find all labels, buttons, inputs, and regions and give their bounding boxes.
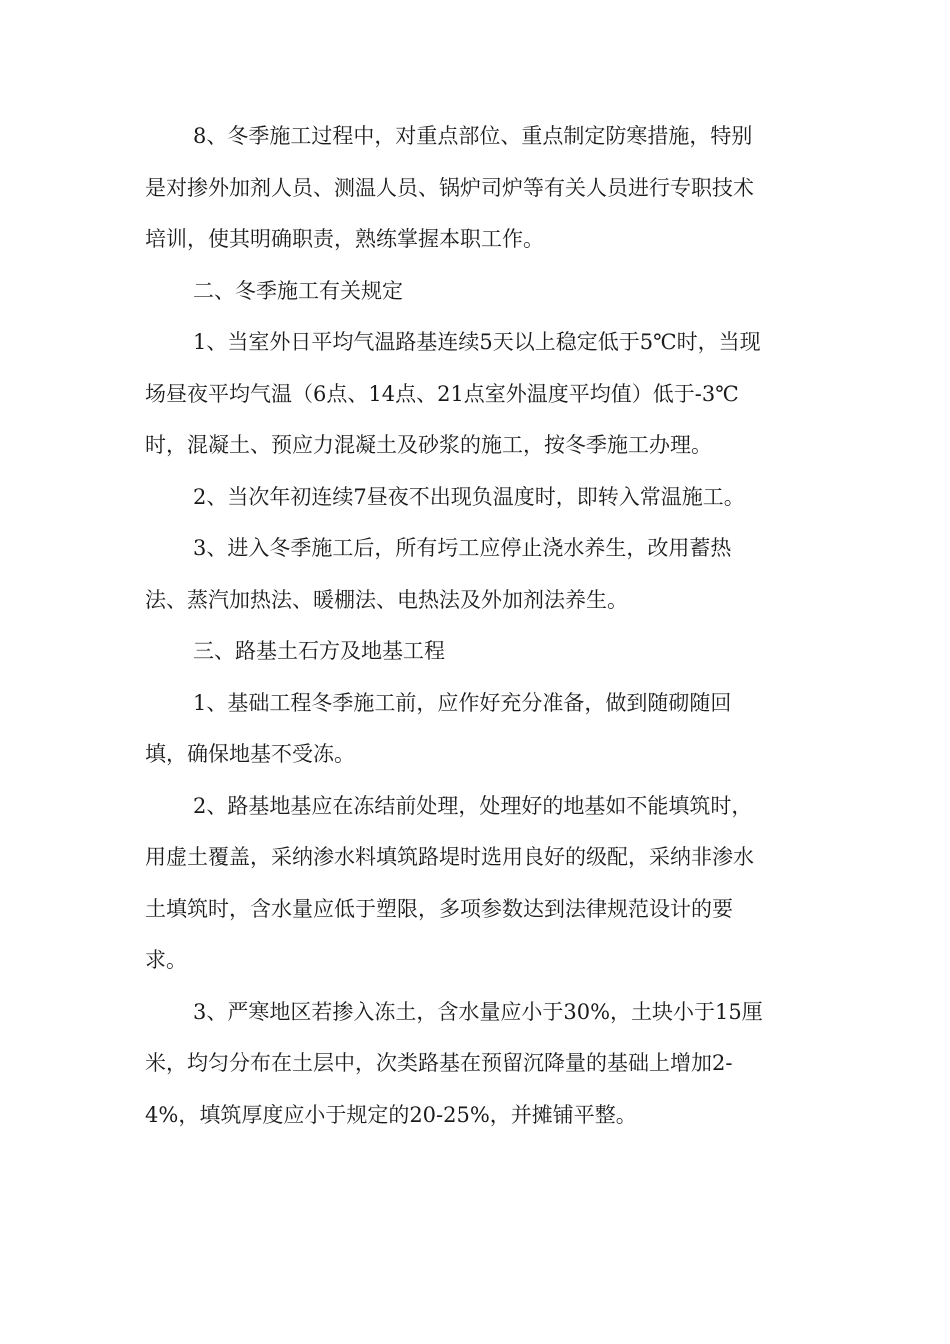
text-line: 培训，使其明确职责，熟练掌握本职工作。: [145, 227, 544, 251]
text-line: 是对掺外加剂人员、测温人员、锅炉司炉等有关人员进行专职技术: [145, 175, 754, 200]
text-line: 2、当次年初连续7昼夜不出现负温度时，即转入常温施工。: [193, 484, 745, 509]
heading-text: 三、路基土石方及地基工程: [193, 639, 445, 663]
text-line: 填，确保地基不受冻。: [145, 742, 355, 766]
paragraph-8-winter-measures: [145, 111, 810, 266]
text-line: 8、冬季施工过程中，对重点部位、重点制定防寒措施，特别: [193, 124, 753, 148]
text-line: 场昼夜平均气温（6点、14点、21点室外温度平均值）低于-3℃: [145, 381, 739, 406]
text-line: 米，均匀分布在土层中，次类路基在预留沉降量的基础上增加2-: [145, 1051, 733, 1075]
text-line: 3、严寒地区若掺入冻土，含水量应小于30%，土块小于15厘: [193, 999, 763, 1024]
text-line: 2、路基地基应在冻结前处理，处理好的地基如不能填筑时，: [193, 793, 753, 818]
text-line: 1、当室外日平均气温路基连续5天以上稳定低于5℃时，当现: [193, 330, 761, 354]
paragraph-foundation-1: [145, 678, 810, 781]
document-body: [145, 111, 810, 1141]
text-line: 4%，填筑厚度应小于规定的20-25%，并摊铺平整。: [145, 1102, 637, 1127]
paragraph-rule-2: [145, 472, 810, 524]
text-line: 用虚土覆盖，采纳渗水料填筑路堤时选用良好的级配，采纳非渗水: [145, 845, 754, 869]
paragraph-foundation-2: [145, 781, 810, 987]
text-line: 3、进入冬季施工后，所有圬工应停止浇水养生，改用蓄热: [193, 536, 732, 560]
section-heading-3: [145, 626, 810, 678]
paragraph-foundation-3: [145, 987, 810, 1142]
paragraph-rule-1: [145, 317, 810, 472]
paragraph-rule-3: [145, 523, 810, 626]
section-heading-2: [145, 266, 810, 318]
text-line: 时，混凝土、预应力混凝土及砂浆的施工，按冬季施工办理。: [145, 433, 712, 457]
text-line: 土填筑时，含水量应低于塑限，多项参数达到法律规范设计的要: [145, 896, 733, 921]
text-line: 1、基础工程冬季施工前，应作好充分准备，做到随砌随回: [193, 690, 732, 715]
heading-text: 二、冬季施工有关规定: [193, 278, 403, 303]
text-line: 求。: [145, 948, 187, 972]
text-line: 法、蒸汽加热法、暖棚法、电热法及外加剂法养生。: [145, 587, 628, 612]
